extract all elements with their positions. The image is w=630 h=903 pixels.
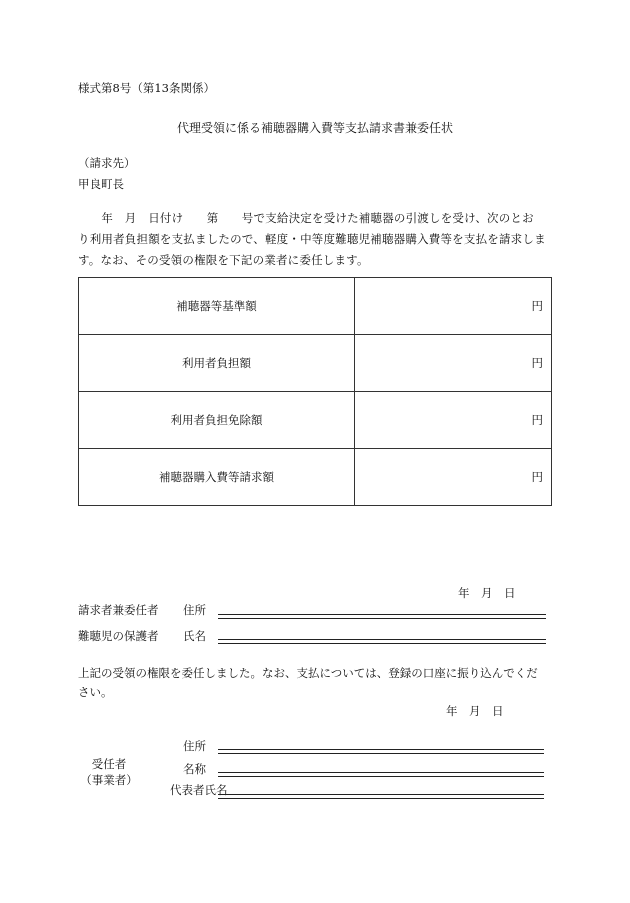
agent-title-line-1: 受任者 bbox=[91, 757, 127, 771]
agent-company-line[interactable] bbox=[218, 772, 544, 777]
agent-address-label: 住所 bbox=[183, 739, 206, 753]
delegation-line-1: 上記の受領の権限を委任しました。なお、支払については、登録の口座に振り込んでくだ bbox=[78, 666, 538, 680]
table-row bbox=[79, 449, 552, 506]
addressee-label: （請求先） bbox=[78, 156, 136, 170]
row-label-user-burden: 利用者負担額 bbox=[79, 335, 355, 392]
agent-title bbox=[78, 756, 140, 788]
request-date-field[interactable]: 年 月 日 bbox=[458, 586, 516, 600]
agent-representative-line[interactable] bbox=[218, 794, 544, 799]
row-label-claim-amount: 補聴器購入費等請求額 bbox=[79, 449, 355, 506]
amount-field-claim[interactable]: 円 bbox=[355, 449, 552, 506]
request-line-3: す。なお、その受領の権限を下記の業者に委任します。 bbox=[78, 253, 369, 267]
delegation-line-2: さい。 bbox=[78, 685, 113, 699]
guardian-role-label: 難聴児の保護者 bbox=[78, 629, 159, 643]
requester-address-label: 住所 bbox=[183, 603, 206, 617]
amount-field-standard[interactable]: 円 bbox=[355, 278, 552, 335]
form-id: 様式第8号（第13条関係） bbox=[78, 81, 215, 95]
request-line-1: 年 月 日付け 第 号で支給決定を受けた補聴器の引渡しを受け、次のとお bbox=[78, 211, 534, 225]
table-row bbox=[79, 335, 552, 392]
table-row bbox=[79, 392, 552, 449]
agent-address-line[interactable] bbox=[218, 749, 544, 754]
requester-role-label: 請求者兼委任者 bbox=[78, 603, 159, 617]
agent-company-label: 名称 bbox=[183, 762, 206, 776]
amount-table bbox=[78, 277, 552, 506]
guardian-name-line[interactable] bbox=[218, 639, 546, 644]
table-row bbox=[79, 278, 552, 335]
agent-representative-label: 代表者氏名 bbox=[170, 783, 228, 797]
request-paragraph bbox=[78, 208, 552, 271]
delegation-paragraph bbox=[78, 664, 552, 702]
amount-field-exemption[interactable]: 円 bbox=[355, 392, 552, 449]
addressee-name: 甲良町長 bbox=[78, 177, 124, 191]
guardian-name-label: 氏名 bbox=[183, 629, 206, 643]
document-title: 代理受領に係る補聴器購入費等支払請求書兼委任状 bbox=[176, 121, 453, 135]
amount-field-user-burden[interactable]: 円 bbox=[355, 335, 552, 392]
requester-address-line[interactable] bbox=[218, 614, 546, 619]
agent-title-line-2: （事業者） bbox=[80, 773, 138, 787]
row-label-burden-exemption: 利用者負担免除額 bbox=[79, 392, 355, 449]
delegation-date-field[interactable]: 年 月 日 bbox=[446, 704, 504, 718]
row-label-standard-amount: 補聴器等基準額 bbox=[79, 278, 355, 335]
request-line-2: り利用者負担額を支払ましたので、軽度・中等度難聴児補聴器購入費等を支払を請求しま bbox=[78, 232, 546, 246]
